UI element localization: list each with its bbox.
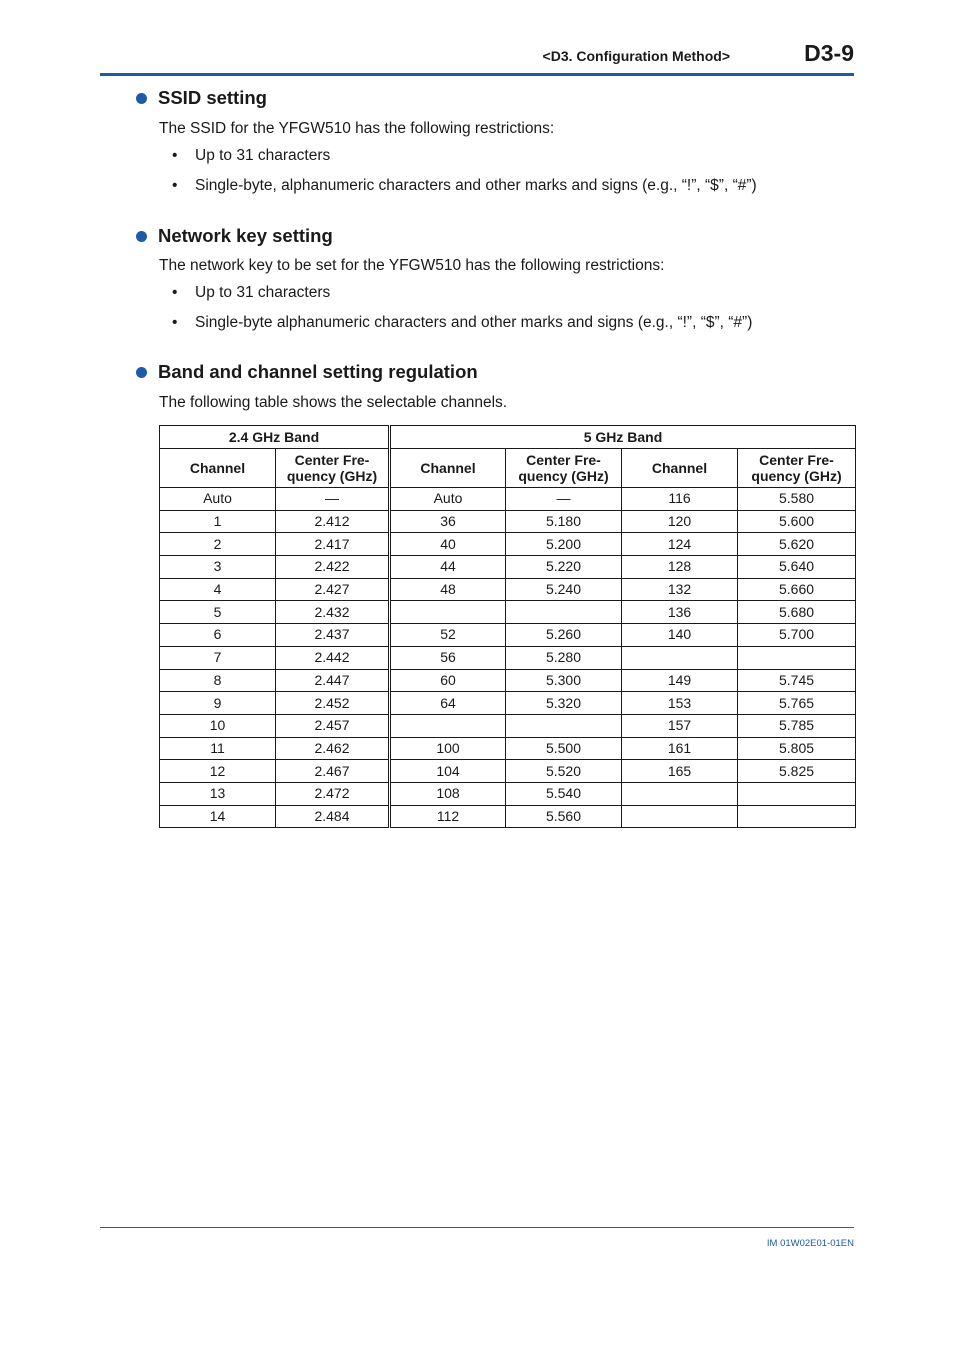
table-cell: 5.220 xyxy=(506,556,622,579)
table-cell: 2.422 xyxy=(276,556,390,579)
bullet-dot-icon xyxy=(136,93,147,104)
table-cell: 48 xyxy=(390,578,506,601)
table-cell xyxy=(622,782,738,805)
band-channel-intro: The following table shows the selectable channels. xyxy=(159,394,508,411)
table-cell: 5.240 xyxy=(506,578,622,601)
table-cell: 5.825 xyxy=(738,760,856,783)
table-cell: 140 xyxy=(622,624,738,647)
table-cell xyxy=(390,601,506,624)
bullet-dot-icon xyxy=(136,367,147,378)
table-cell: 5.805 xyxy=(738,737,856,760)
bullet-dot-icon xyxy=(136,231,147,242)
table-cell: 2.437 xyxy=(276,624,390,647)
table-cell: 14 xyxy=(160,805,276,828)
table-cell: 5.785 xyxy=(738,714,856,737)
table-row xyxy=(160,692,856,715)
list-item xyxy=(172,147,330,165)
table-row xyxy=(160,646,856,669)
bullet-mark: • xyxy=(172,284,178,301)
column-header-channel: Channel xyxy=(622,449,738,488)
table-cell: 108 xyxy=(390,782,506,805)
table-cell: Auto xyxy=(390,488,506,511)
list-item xyxy=(172,177,757,195)
column-header-frequency: Center Fre- quency (GHz) xyxy=(506,449,622,488)
table-row xyxy=(160,533,856,556)
table-cell: 5.560 xyxy=(506,805,622,828)
table-cell: 8 xyxy=(160,669,276,692)
table-cell: 128 xyxy=(622,556,738,579)
table-cell: 2.472 xyxy=(276,782,390,805)
footer-divider xyxy=(100,1227,854,1228)
band-5-header: 5 GHz Band xyxy=(390,426,856,449)
table-cell xyxy=(506,714,622,737)
table-cell: 132 xyxy=(622,578,738,601)
table-cell: 56 xyxy=(390,646,506,669)
table-cell: 9 xyxy=(160,692,276,715)
table-cell: 7 xyxy=(160,646,276,669)
table-cell: 5.660 xyxy=(738,578,856,601)
list-item xyxy=(172,284,330,302)
table-cell: 5.540 xyxy=(506,782,622,805)
channel-table xyxy=(159,425,856,828)
bullet-mark: • xyxy=(172,177,178,194)
network-key-intro: The network key to be set for the YFGW510 has the following restrictions: xyxy=(159,257,665,274)
network-key-heading xyxy=(136,225,333,247)
list-item xyxy=(172,314,752,332)
table-cell: 120 xyxy=(622,510,738,533)
table-cell: 3 xyxy=(160,556,276,579)
list-item-text: Up to 31 characters xyxy=(195,147,331,164)
table-cell: 13 xyxy=(160,782,276,805)
table-cell: 5.260 xyxy=(506,624,622,647)
table-cell: 5.300 xyxy=(506,669,622,692)
table-cell: 2.447 xyxy=(276,669,390,692)
table-cell: 10 xyxy=(160,714,276,737)
list-item-text: Single-byte alphanumeric characters and other marks and signs (e.g., “!”, “$”, “#”) xyxy=(195,314,753,331)
table-row xyxy=(160,737,856,760)
header-divider xyxy=(100,73,854,76)
column-header-channel: Channel xyxy=(390,449,506,488)
table-cell: 153 xyxy=(622,692,738,715)
table-cell: 5.765 xyxy=(738,692,856,715)
table-cell: 2.412 xyxy=(276,510,390,533)
table-cell: 5 xyxy=(160,601,276,624)
table-cell: 2.484 xyxy=(276,805,390,828)
table-cell: 12 xyxy=(160,760,276,783)
list-item-text: Up to 31 characters xyxy=(195,284,331,301)
table-cell: 116 xyxy=(622,488,738,511)
table-cell: 165 xyxy=(622,760,738,783)
column-header-frequency: Center Fre- quency (GHz) xyxy=(738,449,856,488)
table-cell: 5.580 xyxy=(738,488,856,511)
table-row xyxy=(160,488,856,511)
table-cell xyxy=(738,782,856,805)
table-cell: 64 xyxy=(390,692,506,715)
table-cell: 2.427 xyxy=(276,578,390,601)
table-row xyxy=(160,510,856,533)
table-cell: 2.417 xyxy=(276,533,390,556)
table-cell: 5.180 xyxy=(506,510,622,533)
table-row xyxy=(160,601,856,624)
table-row xyxy=(160,669,856,692)
table-cell xyxy=(506,601,622,624)
table-cell: Auto xyxy=(160,488,276,511)
header-section-title: <D3. Configuration Method> xyxy=(542,48,730,64)
table-row xyxy=(160,805,856,828)
table-column-row xyxy=(160,449,856,488)
table-cell: 5.280 xyxy=(506,646,622,669)
bullet-mark: • xyxy=(172,314,178,331)
page-number: D3-9 xyxy=(804,40,854,66)
table-cell xyxy=(622,646,738,669)
table-cell: 2 xyxy=(160,533,276,556)
table-row xyxy=(160,556,856,579)
table-cell: 6 xyxy=(160,624,276,647)
table-cell: 1 xyxy=(160,510,276,533)
table-cell: 124 xyxy=(622,533,738,556)
table-cell: 2.432 xyxy=(276,601,390,624)
band-channel-heading xyxy=(136,361,478,383)
table-cell xyxy=(738,646,856,669)
ssid-heading-text: SSID setting xyxy=(158,87,267,108)
table-cell: 5.320 xyxy=(506,692,622,715)
table-cell: 2.457 xyxy=(276,714,390,737)
table-cell: 104 xyxy=(390,760,506,783)
table-row xyxy=(160,578,856,601)
table-cell: 2.452 xyxy=(276,692,390,715)
table-cell: 5.520 xyxy=(506,760,622,783)
network-key-heading-text: Network key setting xyxy=(158,225,333,246)
table-cell: 36 xyxy=(390,510,506,533)
table-cell: 44 xyxy=(390,556,506,579)
table-cell: 60 xyxy=(390,669,506,692)
ssid-intro: The SSID for the YFGW510 has the following restrictions: xyxy=(159,120,555,137)
table-cell: 5.745 xyxy=(738,669,856,692)
table-cell: 5.680 xyxy=(738,601,856,624)
table-cell: 5.500 xyxy=(506,737,622,760)
table-cell: — xyxy=(506,488,622,511)
table-cell: 2.442 xyxy=(276,646,390,669)
table-cell: 100 xyxy=(390,737,506,760)
table-cell: 5.600 xyxy=(738,510,856,533)
table-cell: 157 xyxy=(622,714,738,737)
table-cell: 5.200 xyxy=(506,533,622,556)
table-cell xyxy=(738,805,856,828)
table-cell: 2.467 xyxy=(276,760,390,783)
table-row xyxy=(160,714,856,737)
table-row xyxy=(160,760,856,783)
table-cell: 5.700 xyxy=(738,624,856,647)
table-cell: 4 xyxy=(160,578,276,601)
column-header-frequency: Center Fre- quency (GHz) xyxy=(276,449,390,488)
table-cell xyxy=(390,714,506,737)
table-band-row xyxy=(160,426,856,449)
band-channel-heading-text: Band and channel setting regulation xyxy=(158,361,478,382)
column-header-channel: Channel xyxy=(160,449,276,488)
table-row xyxy=(160,782,856,805)
table-cell xyxy=(622,805,738,828)
list-item-text: Single-byte, alphanumeric characters and other marks and signs (e.g., “!”, “$”, “#”) xyxy=(195,177,757,194)
table-cell: 52 xyxy=(390,624,506,647)
table-cell: 2.462 xyxy=(276,737,390,760)
table-cell: — xyxy=(276,488,390,511)
band-24-header: 2.4 GHz Band xyxy=(160,426,390,449)
table-cell: 5.640 xyxy=(738,556,856,579)
document-id: IM 01W02E01-01EN xyxy=(766,1238,854,1249)
table-cell: 5.620 xyxy=(738,533,856,556)
table-cell: 112 xyxy=(390,805,506,828)
table-cell: 161 xyxy=(622,737,738,760)
table-cell: 136 xyxy=(622,601,738,624)
table-cell: 149 xyxy=(622,669,738,692)
table-cell: 40 xyxy=(390,533,506,556)
table-row xyxy=(160,624,856,647)
table-cell: 11 xyxy=(160,737,276,760)
bullet-mark: • xyxy=(172,147,178,164)
ssid-heading xyxy=(136,87,267,109)
